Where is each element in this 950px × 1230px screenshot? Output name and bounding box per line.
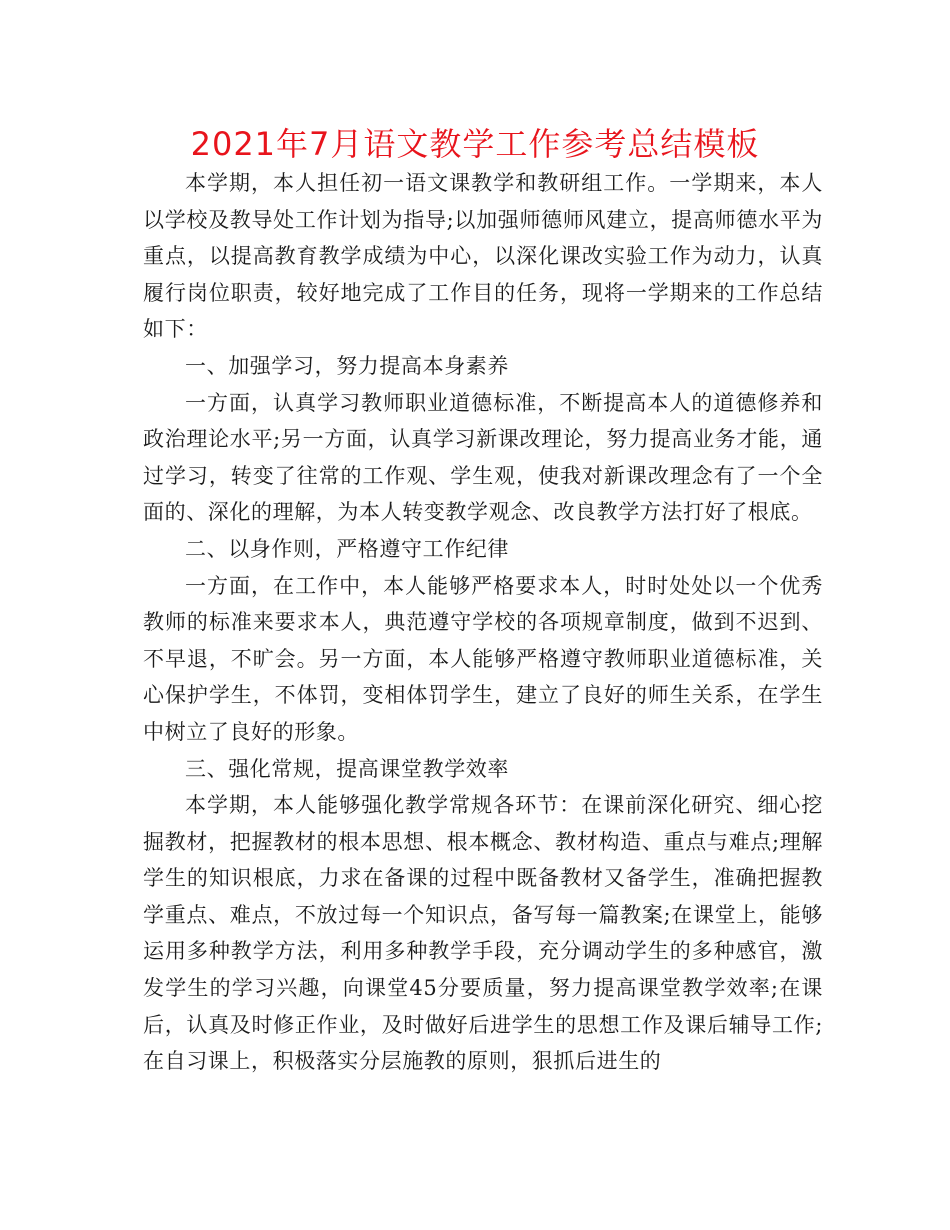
paragraph-section-1: 一方面，认真学习教师职业道德标准，不断提高本人的道德修养和政治理论水平;另一方面，认真学习新课改理论，努力提高业务才能，通过学习，转变了往常的工作观、学生观，使我对新课改理念有了一个全面的、深化的理解，为本人转变教学观念、改良教学方法打好了根底。 [143, 390, 823, 525]
document-body [143, 165, 823, 1080]
paragraph-section-3: 本学期，本人能够强化教学常规各环节：在课前深化研究、细心挖掘教材，把握教材的根本思想、根本概念、教材构造、重点与难点;理解学生的知识根底，力求在备课的过程中既备教材又备学生，准确把握教学重点、难点，不放过每一个知识点，备写每一篇教案;在课堂上，能够运用多种教学方法，利用多种教学手段，充分调动学生的多种感官，激发学生的学习兴趣，向课堂45分要质量，努力提高课堂教学效率;在课后，认真及时修正作业，及时做好后进学生的思想工作及课后辅导工作;在自习课上，积极落实分层施教的原则，狠抓后进生的 [143, 793, 823, 1074]
section-heading-2: 二、以身作则，严格遵守工作纪律 [185, 536, 509, 561]
section-heading-1: 一、加强学习，努力提高本身素养 [185, 353, 509, 378]
paragraph-section-2: 一方面，在工作中，本人能够严格要求本人，时时处处以一个优秀教师的标准来要求本人，典范遵守学校的各项规章制度，做到不迟到、不早退，不旷会。另一方面，本人能够严格遵守教师职业道德标准，关心保护学生，不体罚，变相体罚学生，建立了良好的师生关系，在学生中树立了良好的形象。 [143, 573, 823, 744]
section-heading-3: 三、强化常规，提高课堂教学效率 [185, 756, 509, 781]
paragraph-intro: 本学期，本人担任初一语文课教学和教研组工作。一学期来，本人以学校及教导处工作计划为指导;以加强师德师风建立，提高师德水平为重点，以提高教育教学成绩为中心，以深化课改实验工作为动力，认真履行岗位职责，较好地完成了工作目的任务，现将一学期来的工作总结如下： [143, 171, 823, 342]
document-title: 2021年7月语文教学工作参考总结模板 [190, 125, 760, 163]
